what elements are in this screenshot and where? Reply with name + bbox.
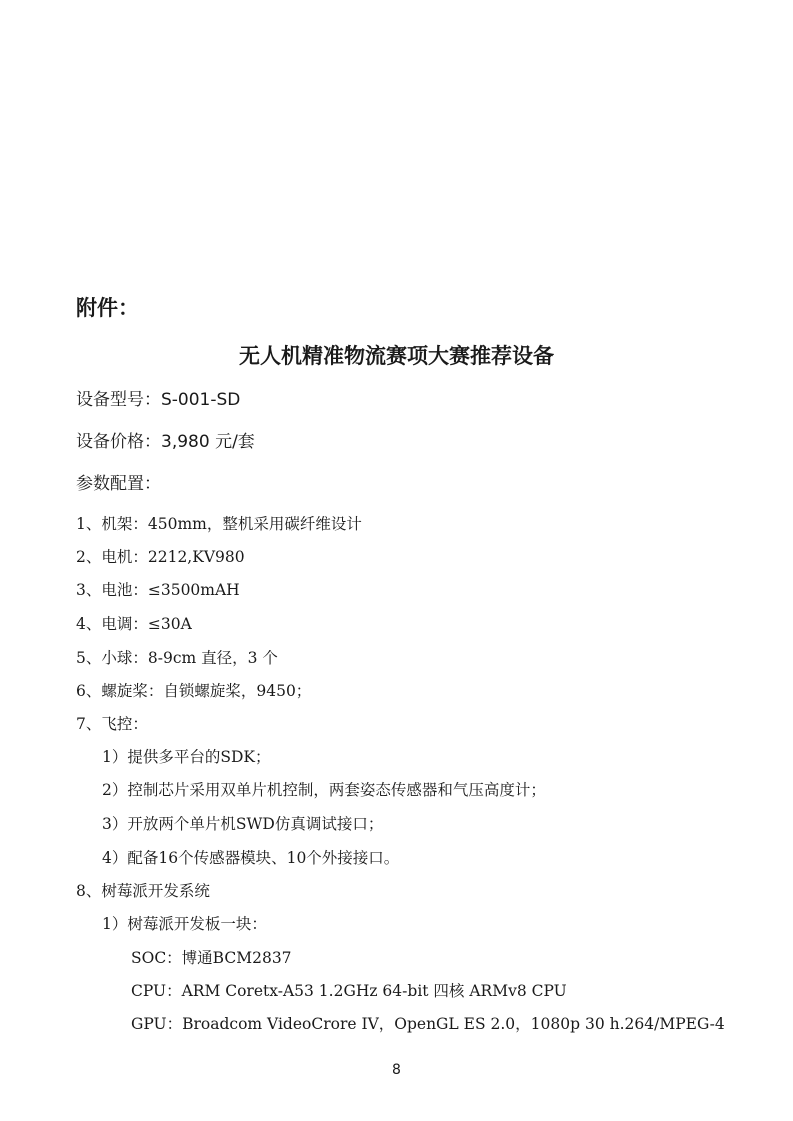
param-item-raspberry: 8、树莓派开发系统 — [76, 882, 210, 900]
page-number: 8 — [392, 1062, 401, 1078]
flight-control-item: 3）开放两个单片机SWD仿真调试接口； — [102, 815, 384, 833]
flight-control-item: 4）配备16个传感器模块、10个外接接口。 — [102, 849, 400, 867]
flight-control-item: 1）提供多平台的SDK； — [102, 748, 271, 766]
document-title: 无人机精准物流赛项大赛推荐设备 — [239, 344, 554, 368]
param-item-flight-control: 7、飞控： — [76, 715, 148, 733]
param-item-propeller: 6、螺旋桨：自锁螺旋桨，9450； — [76, 682, 312, 700]
param-item-ball: 5、小球：8-9cm 直径，3 个 — [76, 649, 278, 667]
raspberry-board-item: 1）树莓派开发板一块： — [102, 915, 267, 933]
raspberry-spec-cpu: CPU：ARM Coretx-A53 1.2GHz 64-bit 四核 ARMv8 CPU — [131, 982, 567, 1000]
device-price: 设备价格：3,980 元/套 — [76, 432, 255, 452]
device-model: 设备型号：S-001-SD — [76, 390, 241, 410]
param-item-esc: 4、电调：≤30A — [76, 615, 192, 633]
param-item-frame: 1、机架：450mm，整机采用碳纤维设计 — [76, 515, 362, 533]
flight-control-item: 2）控制芯片采用双单片机控制，两套姿态传感器和气压高度计； — [102, 781, 546, 799]
attachment-label: 附件： — [76, 296, 139, 320]
param-item-battery: 3、电池：≤3500mAH — [76, 581, 240, 599]
raspberry-spec-gpu: GPU：Broadcom VideoCrore IV，OpenGL ES 2.0，1080p 30 h.264/MPEG-4 — [131, 1015, 725, 1033]
param-item-motor: 2、电机：2212,KV980 — [76, 548, 245, 566]
raspberry-spec-soc: SOC：博通BCM2837 — [131, 949, 292, 967]
params-label: 参数配置： — [76, 474, 161, 494]
